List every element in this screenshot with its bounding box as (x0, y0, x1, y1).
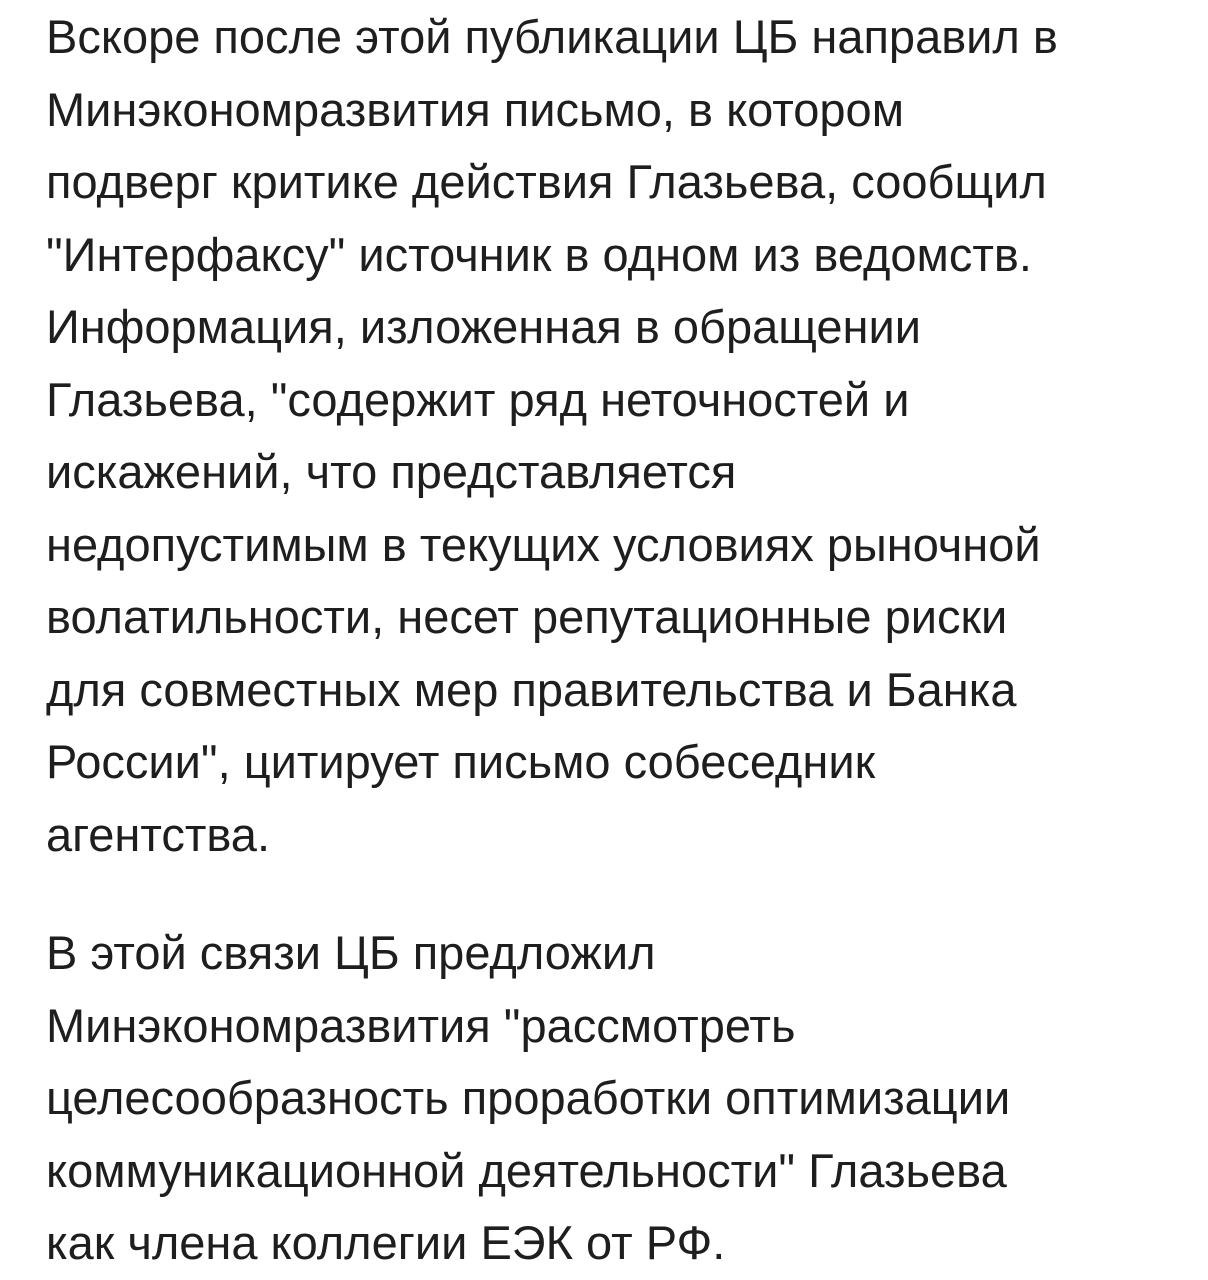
text-line: В этой связи ЦБ предложил (46, 926, 656, 979)
text-line: агентства. (46, 807, 271, 861)
text-line: Информация, изложенная в обращении (46, 300, 921, 353)
text-line: Минэкономразвития "рассмотреть (46, 998, 796, 1052)
text-line: подверг критике действия Глазьева, сообщил (46, 155, 1047, 208)
text-line: искажений, что представляется (46, 445, 737, 498)
text-line: недопустимым в текущих условиях рыночной (46, 517, 1041, 571)
text-line: Вскоре после этой публикации ЦБ направил в (46, 10, 1058, 63)
text-line: Минэкономразвития письмо, в котором (46, 82, 905, 136)
text-line: России", цитирует письмо собеседник (46, 735, 876, 788)
text-line: для совместных мер правительства и Банка (46, 662, 1017, 716)
text-line: Глазьева, "содержит ряд неточностей и (46, 372, 910, 426)
text-line: как члена коллегии ЕЭК от РФ. (46, 1216, 726, 1269)
paragraph-2 (46, 917, 1010, 1280)
text-line: "Интерфаксу" источник в одном из ведомств. (46, 227, 1032, 281)
text-line: коммуникационной деятельности" Глазьева (46, 1143, 1007, 1197)
paragraph-1 (46, 1, 1058, 871)
text-line: целесообразность проработки оптимизации (46, 1071, 1011, 1124)
text-line: волатильности, несет репутационные риски (46, 590, 1008, 643)
